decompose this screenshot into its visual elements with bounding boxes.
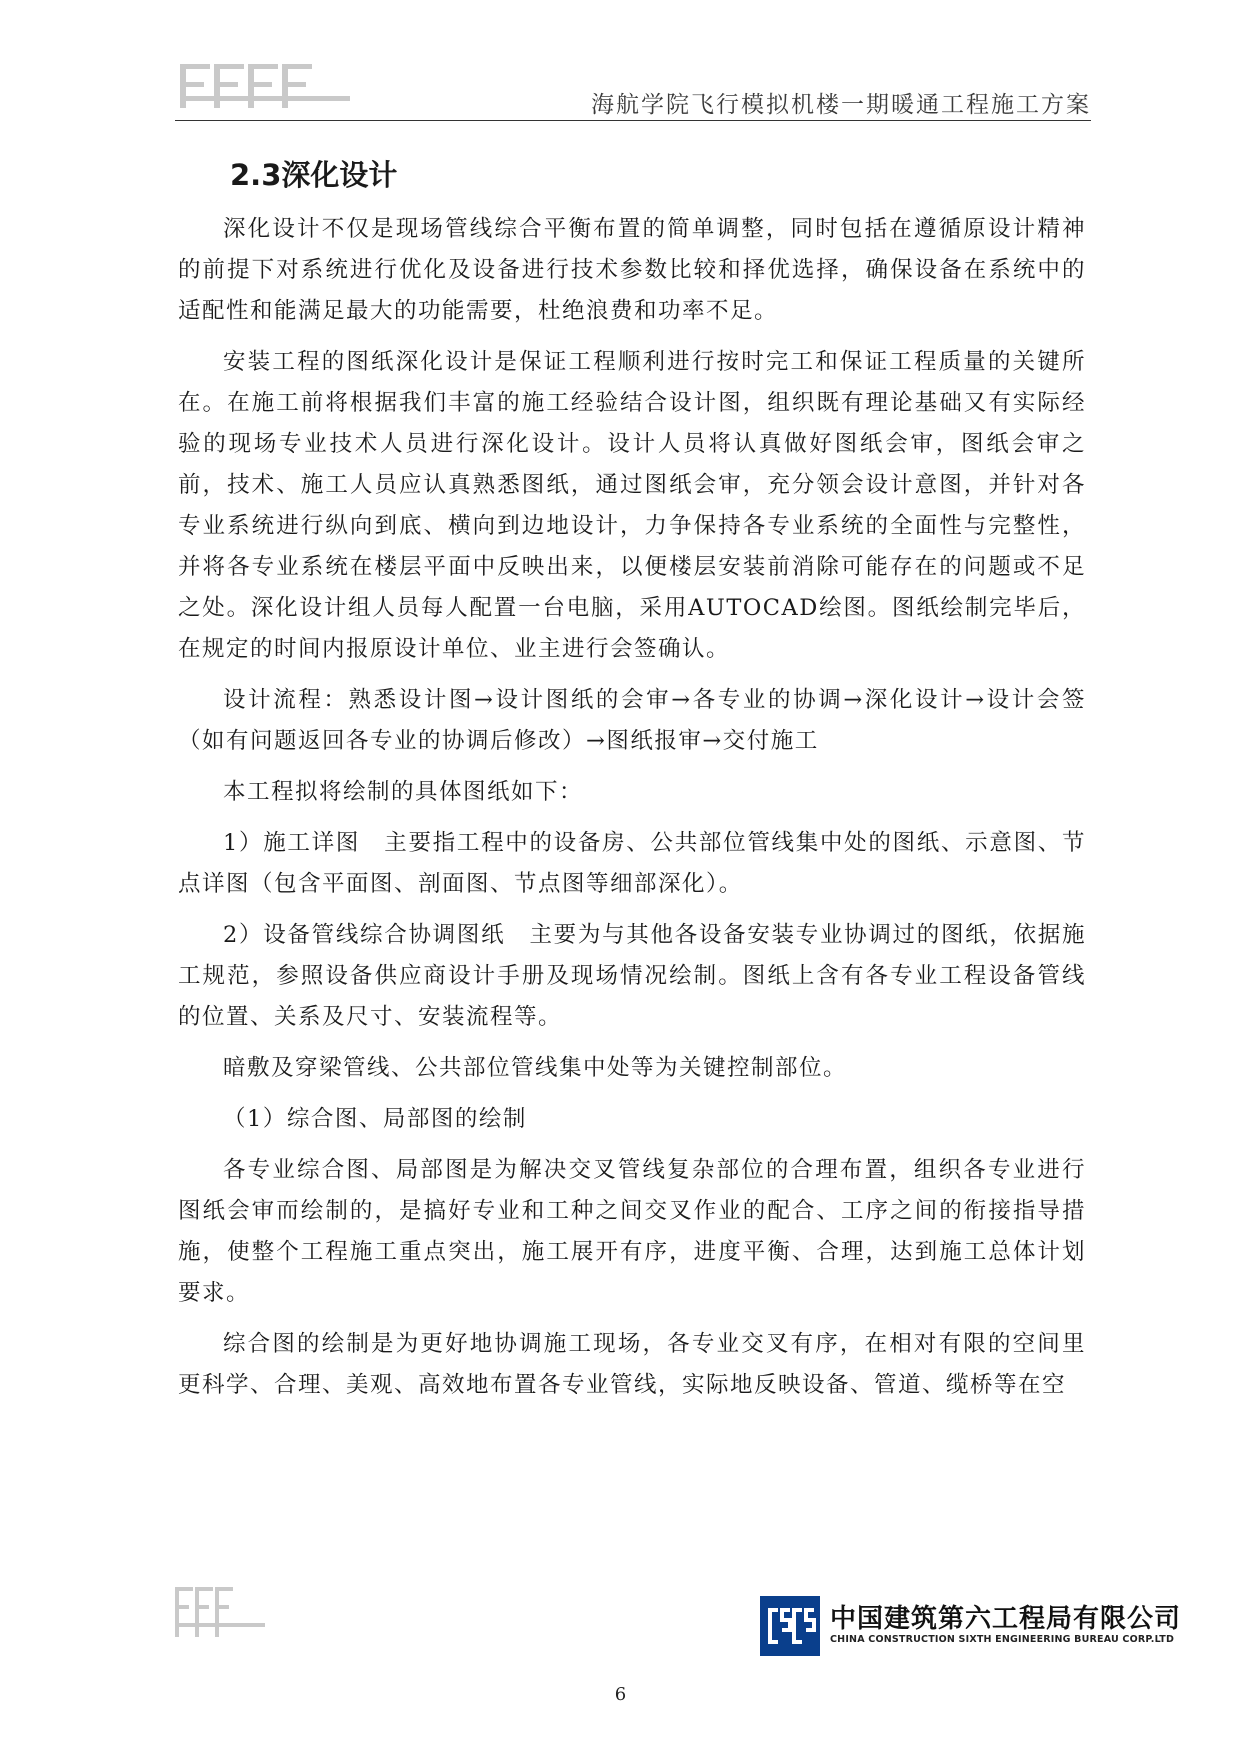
company-name-cn: 中国建筑第六工程局有限公司 (830, 1604, 1182, 1634)
header-rule (175, 120, 1091, 121)
paragraph: 深化设计不仅是现场管线综合平衡布置的简单调整，同时包括在遵循原设计精神的前提下对系统进行优化及设备进行技术参数比较和择优选择，确保设备在系统中的适配性和能满足最大的功能需要，杜绝浪费和功率不足。 (178, 216, 1086, 324)
paragraph: 安装工程的图纸深化设计是保证工程顺利进行按时完工和保证工程质量的关键所在。在施工前将根据我们丰富的施工经验结合设计图，组织既有理论基础又有实际经验的现场专业技术人员进行深化设计。设计人员将认真做好图纸会审，图纸会审之前，技术、施工人员应认真熟悉图纸，通过图纸会审，充分领会设计意图，并针对各专业系统进行纵向到底、横向到边地设计，力争保持各专业系统的全面性与完整性，并将各专业系统在楼层平面中反映出来，以便楼层安装前消除可能存在的问题或不足之处。深化设计组人员每人配置一台电脑，采用AUTOCAD绘图。图纸绘制完毕后，在规定的时间内报原设计单位、业主进行会签确认。 (178, 349, 1086, 662)
paragraph: 1）施工详图 主要指工程中的设备房、公共部位管线集中处的图纸、示意图、节点详图（包含平面图、剖面图、节点图等细部深化）。 (178, 830, 1086, 897)
section-title: 2.3深化设计 (230, 158, 398, 192)
footer-logo (175, 1585, 265, 1641)
company-brand (760, 1596, 1182, 1656)
paragraph: 本工程拟将绘制的具体图纸如下： (223, 779, 584, 805)
paragraph: 2）设备管线综合协调图纸 主要为与其他各设备安装专业协调过的图纸，依据施工规范，参照设备供应商设计手册及现场情况绘制。图纸上含有各专业工程设备管线的位置、关系及尺寸、安装流程等。 (178, 922, 1086, 1030)
paragraph: 设计流程：熟悉设计图→设计图纸的会审→各专业的协调→深化设计→设计会签（如有问题返回各专业的协调后修改）→图纸报审→交付施工 (178, 687, 1086, 754)
paragraph: 综合图的绘制是为更好地协调施工现场，各专业交叉有序，在相对有限的空间里更科学、合理、美观、高效地布置各专业管线，实际地反映设备、管道、缆桥等在空 (178, 1331, 1086, 1398)
header-title: 海航学院飞行模拟机楼一期暖通工程施工方案 (591, 92, 1091, 118)
paragraph: 暗敷及穿梁管线、公共部位管线集中处等为关键控制部位。 (223, 1055, 848, 1081)
company-name-en: CHINA CONSTRUCTION SIXTH ENGINEERING BUREAU CORP.LTD (830, 1634, 1175, 1645)
cscec-logo-icon (760, 1596, 820, 1656)
header-logo (180, 60, 350, 112)
page-number: 6 (614, 1684, 627, 1705)
paragraph: 各专业综合图、局部图是为解决交叉管线复杂部位的合理布置，组织各专业进行图纸会审而绘制的，是搞好专业和工种之间交叉作业的配合、工序之间的衔接指导措施，使整个工程施工重点突出，施工展开有序，进度平衡、合理，达到施工总体计划要求。 (178, 1157, 1086, 1306)
subheading: （1）综合图、局部图的绘制 (223, 1106, 527, 1132)
document-body (178, 155, 1086, 1406)
